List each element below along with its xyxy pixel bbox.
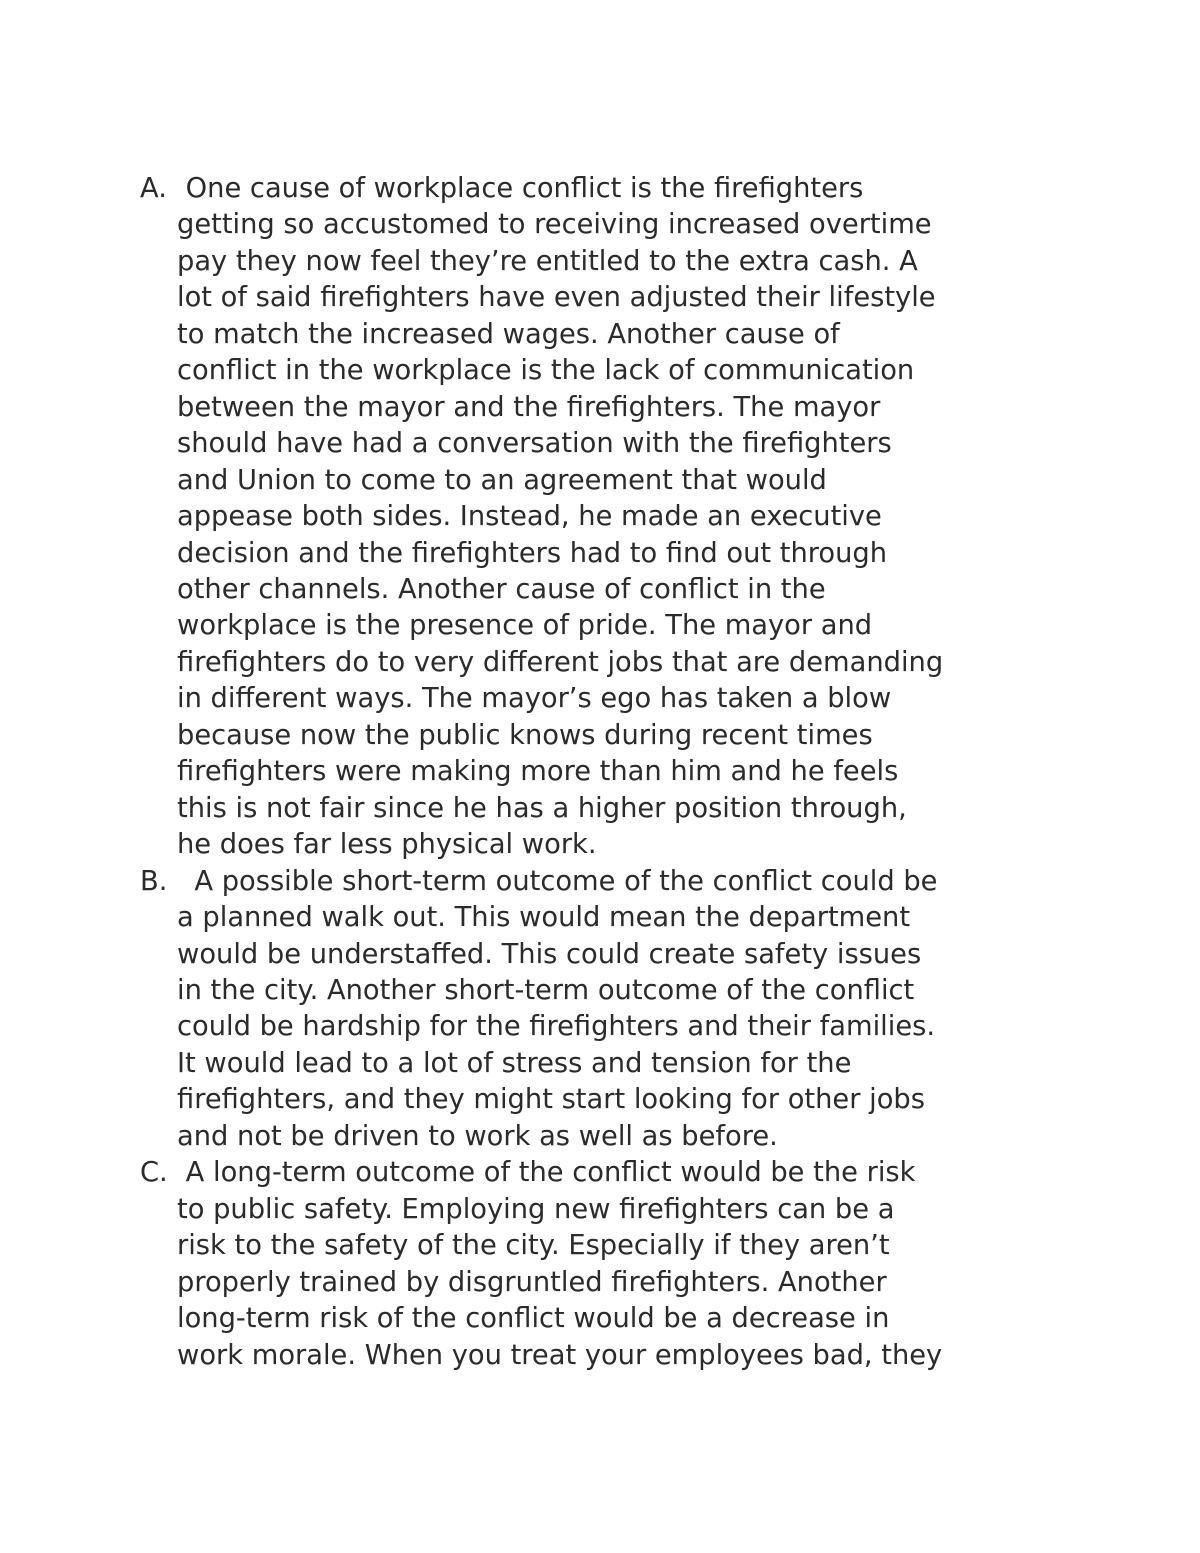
text-line: properly trained by disgruntled firefighters. Another xyxy=(177,1266,887,1298)
text-line: getting so accustomed to receiving increased overtime xyxy=(177,209,932,241)
outcome-list xyxy=(140,171,1090,1374)
text-line: because now the public knows during recent times xyxy=(177,719,873,751)
text-line: firefighters, and they might start looking for other jobs xyxy=(177,1084,925,1116)
text-line: and not be driven to work as well as before. xyxy=(177,1120,778,1152)
text-line: he does far less physical work. xyxy=(177,829,597,861)
text-line: in different ways. The mayor’s ego has taken a blow xyxy=(177,683,892,715)
text-line: to public safety. Employing new firefighters can be a xyxy=(177,1193,895,1225)
text-line: could be hardship for the firefighters and their families. xyxy=(177,1011,936,1043)
text-line: this is not fair since he has a higher position through, xyxy=(177,792,907,824)
text-line: firefighters were making more than him and he feels xyxy=(177,756,899,788)
text-line: and Union to come to an agreement that would xyxy=(177,464,827,496)
text-line: workplace is the presence of pride. The mayor and xyxy=(177,610,873,642)
text-line: other channels. Another cause of conflict in the xyxy=(177,573,826,605)
text-line: risk to the safety of the city. Especially if they aren’t xyxy=(177,1230,890,1262)
list-marker: A. xyxy=(140,173,167,204)
text-line: a planned walk out. This would mean the department xyxy=(177,902,911,934)
text-line: decision and the firefighters had to find out through xyxy=(177,537,887,569)
text-line: firefighters do to very different jobs that are demanding xyxy=(177,646,944,678)
text-line: should have had a conversation with the firefighters xyxy=(177,428,892,460)
text-line: pay they now feel they’re entitled to the extra cash. A xyxy=(177,245,918,277)
text-line: would be understaffed. This could create safety issues xyxy=(177,938,922,970)
text-line: between the mayor and the firefighters. The mayor xyxy=(177,391,881,423)
text-line: long-term risk of the conflict would be a decrease in xyxy=(177,1303,890,1335)
text-line: A possible short-term outcome of the conflict could be xyxy=(177,865,938,897)
list-item-a xyxy=(140,171,1090,864)
list-marker: B. xyxy=(140,865,168,897)
text-line: in the city. Another short-term outcome of the conflict xyxy=(177,974,915,1006)
text-line: to match the increased wages. Another cause of xyxy=(177,318,840,350)
text-line: appease both sides. Instead, he made an executive xyxy=(177,501,882,533)
text-line: work morale. When you treat your employees bad, they xyxy=(177,1339,943,1371)
text-line: One cause of workplace conflict is the firefighters xyxy=(177,173,864,204)
list-marker: C. xyxy=(140,1157,168,1189)
text-line: lot of said firefighters have even adjusted their lifestyle xyxy=(177,282,936,314)
text-line: It would lead to a lot of stress and tension for the xyxy=(177,1047,852,1079)
list-item-c xyxy=(140,1155,1090,1374)
list-item-b xyxy=(140,864,1090,1156)
text-line: A long-term outcome of the conflict would be the risk xyxy=(177,1157,916,1189)
text-line: conflict in the workplace is the lack of communication xyxy=(177,355,915,387)
